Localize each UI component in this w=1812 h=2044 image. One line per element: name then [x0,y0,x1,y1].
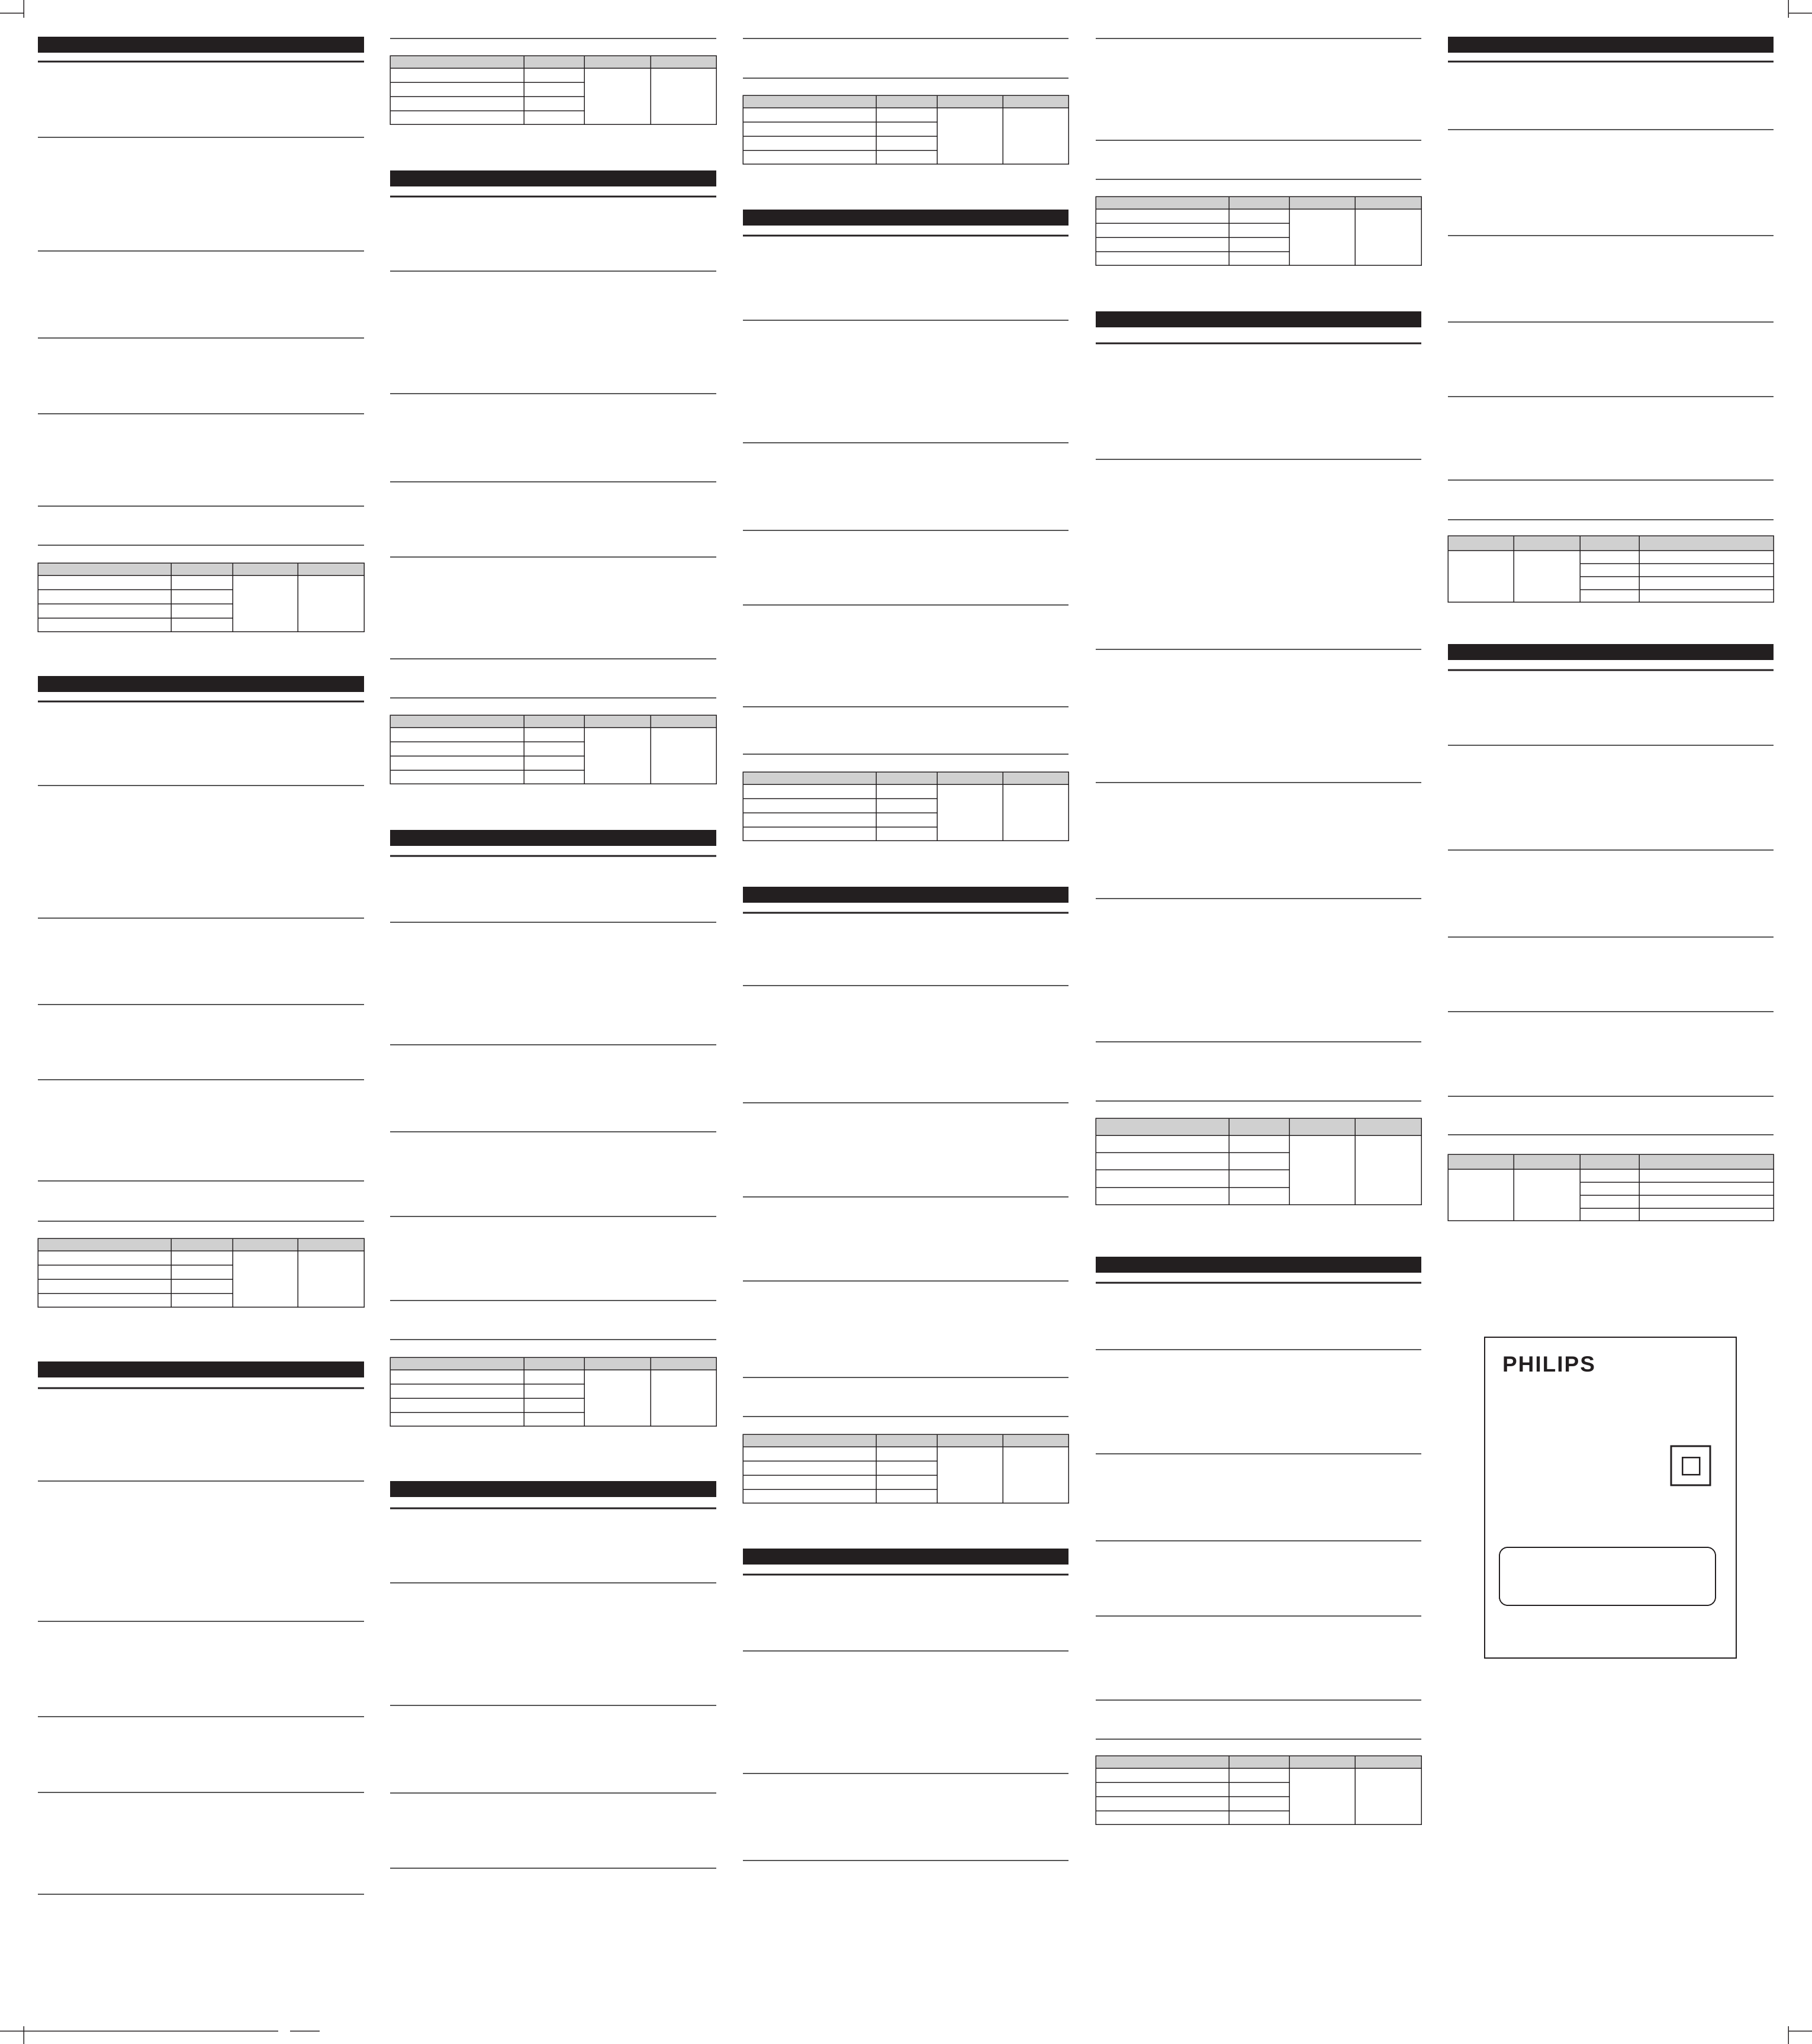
section-header-bar [743,210,1068,236]
section-header-bar [1096,1257,1421,1283]
section-divider [38,137,364,545]
section-divider [390,1583,716,1868]
section-divider [390,271,716,698]
spec-table [743,772,1068,841]
section-divider [1096,1350,1421,1739]
section-divider [1448,745,1774,1135]
column-3 [743,38,1068,1860]
spec-table [38,563,364,632]
section-header-bar [38,37,364,62]
section-header-bar [390,830,716,856]
section-header-bar [743,1549,1068,1575]
philips-logo: PHILIPS [1502,1352,1596,1376]
section-header-bar [38,1361,364,1388]
spec-table [1096,197,1421,265]
section-header-bar [1448,644,1774,670]
section-divider [390,922,716,1340]
column-2 [390,38,716,1868]
column-5 [1448,37,1774,1658]
section-divider [1448,130,1774,520]
section-divider [743,320,1068,754]
spec-table [390,56,716,124]
column-4 [1096,38,1421,1824]
spec-table [1096,1118,1421,1205]
section-header-bar [390,1481,716,1508]
section-divider [38,786,364,1221]
spec-table [390,715,716,784]
section-header-bar [743,887,1068,913]
section-divider [38,1481,364,1894]
spec-table [743,1434,1068,1503]
column-1 [38,37,364,1894]
section-header-bar [38,676,364,701]
section-divider [1096,459,1421,1101]
spec-table [1448,536,1774,602]
spec-table [743,95,1068,164]
spec-table [38,1238,364,1307]
section-divider [743,986,1068,1417]
section-header-bar [390,170,716,197]
product-label [1485,1337,1736,1658]
spec-table [390,1357,716,1426]
spec-table [1448,1154,1774,1221]
section-header-bar [1096,311,1421,343]
spec-table [1096,1756,1421,1824]
section-header-bar [1448,37,1774,62]
section-divider [743,1651,1068,1860]
